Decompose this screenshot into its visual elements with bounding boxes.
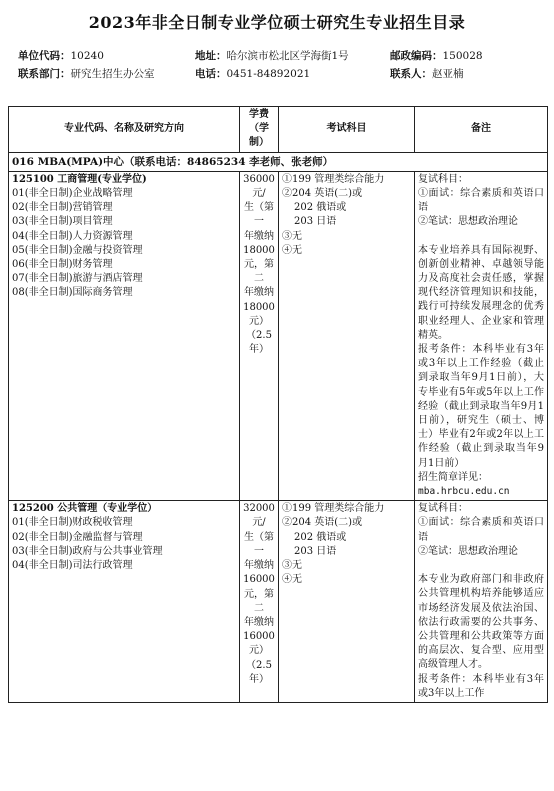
dept-value: 研究生招生办公室 — [70, 68, 155, 80]
subject-item: 203 日语 — [294, 545, 337, 557]
header-major: 专业代码、名称及研究方向 — [9, 107, 240, 153]
fee-line: 年） — [249, 673, 269, 685]
unit-code-value: 10240 — [70, 50, 104, 62]
page-title: 2023年非全日制专业学位硕士研究生专业招生目录 — [88, 13, 466, 32]
contact-label: 联系人： — [390, 68, 432, 80]
direction-item: 06(非全日制)财务管理 — [12, 259, 113, 271]
program-row — [9, 501, 548, 703]
fee-line: 36000元/ — [243, 173, 275, 200]
contact-value: 赵亚楠 — [432, 68, 464, 80]
dept-label: 联系部门： — [18, 68, 71, 80]
notes-cell — [415, 501, 548, 703]
section-title: 016 MBA(MPA)中心（联系电话：84865234 李老师、张老师） — [9, 152, 548, 171]
subjects-cell — [279, 171, 415, 500]
fee-line: 年缴纳 — [244, 230, 274, 242]
program-cell — [9, 171, 240, 500]
fee-line: 年） — [249, 344, 269, 356]
fee-line: 元，第二 — [244, 588, 274, 614]
subject-item: 202 俄语或 — [294, 531, 347, 543]
table-header-row — [9, 107, 548, 153]
note-spacer — [418, 230, 544, 244]
subject-item: ②204 英语(二)或 — [282, 188, 363, 200]
unit-code-label: 单位代码： — [18, 50, 71, 62]
direction-item: 03(非全日制)政府与公共事业管理 — [12, 545, 163, 557]
note-line: 复试科目： — [418, 173, 468, 185]
fee-line: 年缴纳 — [244, 616, 274, 628]
fee-line: 16000 — [243, 574, 275, 586]
note-line: 招生简章详见： — [418, 471, 488, 483]
note-line: ②笔试：思想政治理论 — [418, 545, 518, 557]
fee-line: 元，第二 — [244, 259, 274, 285]
program-name: 125200 公共管理（专业学位） — [12, 503, 158, 515]
direction-item: 02(非全日制)营销管理 — [12, 202, 113, 214]
phone — [195, 67, 310, 81]
note-line: 报考条件：本科毕业有3年或3年以上工作经验（截止到录取当年9月1日前），大专毕业有5年或5年以上工作经验（截止到录取当年9月1日前），研究生（硕士、博士）毕业有2年或2年以上工作经验（截止到录取当年9月1日前） — [418, 344, 544, 469]
subject-item: ②204 英语(二)或 — [282, 517, 363, 529]
direction-item: 05(非全日制)金融与投资管理 — [12, 244, 143, 256]
fee-line: 年缴纳 — [244, 560, 274, 572]
catalog-table — [8, 106, 548, 703]
postcode — [390, 49, 483, 63]
contact-dept — [18, 67, 155, 81]
fee-line: 元） — [249, 645, 269, 657]
fee-cell — [240, 171, 279, 500]
fee-line: 元） — [249, 315, 269, 327]
program-cell — [9, 501, 240, 703]
contact-person — [390, 67, 464, 81]
note-line: ②笔试：思想政治理论 — [418, 216, 518, 228]
direction-item: 01(非全日制)企业战略管理 — [12, 188, 133, 200]
fee-line: （2.5 — [246, 330, 272, 342]
subject-item: ③无 — [282, 230, 302, 242]
note-line: 复试科目： — [418, 503, 468, 515]
fee-line: 生（第一 — [244, 202, 274, 228]
fee-line: 生（第一 — [244, 531, 274, 557]
program-name: 125100 工商管理(专业学位) — [12, 173, 147, 185]
subject-item: ④无 — [282, 574, 302, 586]
note-line: 报考条件：本科毕业有3年或3年以上工作 — [418, 673, 544, 699]
program-row — [9, 171, 548, 500]
note-line: 本专业培养具有国际视野、创新创业精神、卓越领导能力及高度社会责任感，掌握现代经济管理知识和技能，践行可持续发展理念的优秀职业经理人、企业家和管理精英。 — [418, 244, 544, 341]
phone-value: 0451-84892021 — [226, 68, 311, 80]
subject-item: 202 俄语或 — [294, 202, 347, 214]
phone-label: 电话： — [195, 68, 227, 80]
subject-item: ③无 — [282, 560, 302, 572]
note-line: 本专业为政府部门和非政府公共管理机构培养能够适应市场经济发展及依法治国、依法行政需要的公共事务、公共管理和公共政策等方面的高层次、复合型、应用型高级管理人才。 — [418, 574, 544, 671]
postcode-label: 邮政编码： — [390, 50, 443, 62]
note-link: mba.hrbcu.edu.cn — [418, 486, 510, 498]
subject-item: 203 日语 — [294, 216, 337, 228]
note-spacer — [418, 559, 544, 573]
postcode-value: 150028 — [442, 50, 483, 62]
direction-item: 01(非全日制)财政税收管理 — [12, 517, 133, 529]
fee-line: 年缴纳 — [244, 287, 274, 299]
direction-item: 07(非全日制)旅游与酒店管理 — [12, 273, 143, 285]
header-notes: 备注 — [415, 107, 548, 153]
subject-item: ①199 管理类综合能力 — [282, 173, 385, 185]
address — [195, 49, 349, 63]
section-row — [9, 152, 548, 171]
fee-cell — [240, 501, 279, 703]
fee-line: （2.5 — [246, 659, 272, 671]
subject-item: ④无 — [282, 244, 302, 256]
note-line: ①面试：综合素质和英语口语 — [418, 188, 544, 214]
subject-item: ①199 管理类综合能力 — [282, 503, 385, 515]
direction-item: 02(非全日制)金融监督与管理 — [12, 531, 143, 543]
fee-line: 32000元/ — [243, 503, 275, 529]
notes-cell — [415, 171, 548, 500]
fee-line: 16000 — [243, 631, 275, 643]
subjects-cell — [279, 501, 415, 703]
fee-line: 18000 — [243, 244, 275, 256]
unit-code — [18, 49, 104, 63]
direction-item: 04(非全日制)人力资源管理 — [12, 230, 133, 242]
direction-item: 03(非全日制)项目管理 — [12, 216, 113, 228]
address-label: 地址： — [195, 50, 227, 62]
direction-item: 04(非全日制)司法行政管理 — [12, 560, 133, 572]
fee-line: 18000 — [243, 301, 275, 313]
header-fee: 学费（学制） — [240, 107, 279, 153]
header-subjects: 考试科目 — [279, 107, 415, 153]
direction-item: 08(非全日制)国际商务管理 — [12, 287, 133, 299]
address-value: 哈尔滨市松北区学海街1号 — [226, 50, 349, 62]
note-line: ①面试：综合素质和英语口语 — [418, 517, 544, 543]
